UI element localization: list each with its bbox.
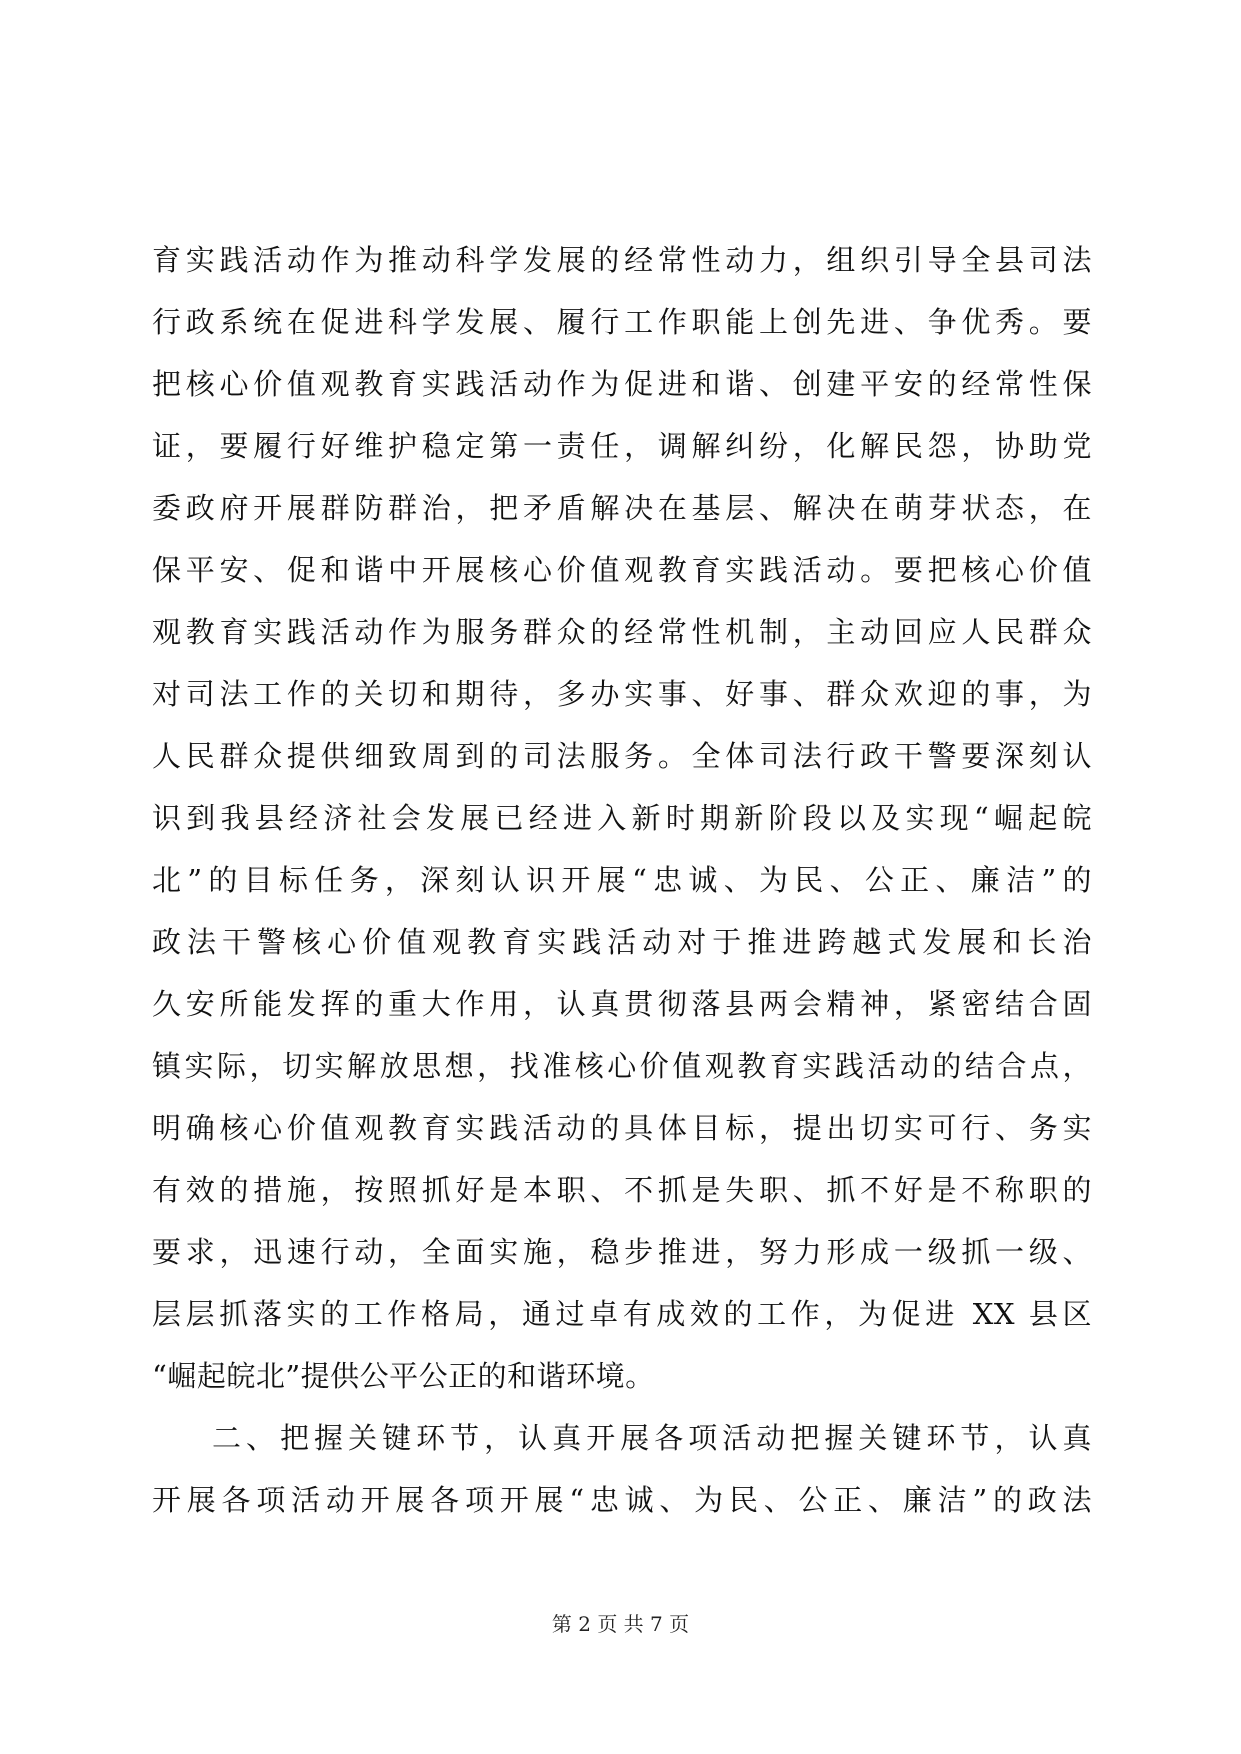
- section-heading-line: 二、把握关键环节，认真开展各项活动把握关键环节，认真: [212, 1421, 1092, 1455]
- text-line: 识到我县经济社会发展已经进入新时期新阶段以及实现“崛起皖: [152, 801, 1092, 835]
- text-line: 对司法工作的关切和期待，多办实事、好事、群众欢迎的事，为: [152, 677, 1092, 711]
- text-line: 委政府开展群防群治，把矛盾解决在基层、解决在萌芽状态，在: [152, 491, 1092, 525]
- text-line: 证，要履行好维护稳定第一责任，调解纠纷，化解民怨，协助党: [152, 429, 1092, 463]
- text-line: 行政系统在促进科学发展、履行工作职能上创先进、争优秀。要: [152, 305, 1092, 339]
- text-line: 北”的目标任务，深刻认识开展“忠诚、为民、公正、廉洁”的: [152, 863, 1092, 897]
- text-line: 久安所能发挥的重大作用，认真贯彻落县两会精神，紧密结合固: [152, 987, 1092, 1021]
- text-line: 镇实际，切实解放思想，找准核心价值观教育实践活动的结合点，: [152, 1049, 1092, 1083]
- text-line: 人民群众提供细致周到的司法服务。全体司法行政干警要深刻认: [152, 739, 1092, 773]
- text-line: 开展各项活动开展各项开展“忠诚、为民、公正、廉洁”的政法: [152, 1483, 1092, 1517]
- body-text: [152, 229, 1092, 1531]
- text-line: 有效的措施，按照抓好是本职、不抓是失职、抓不好是不称职的: [152, 1173, 1092, 1207]
- paragraph-end-line: “崛起皖北”提供公平公正的和谐环境。: [152, 1359, 655, 1393]
- page-number-footer: 第 2 页 共 7 页: [551, 1612, 690, 1636]
- text-line: 层层抓落实的工作格局，通过卓有成效的工作，为促进 XX 县区: [152, 1297, 1092, 1331]
- text-line: 要求，迅速行动，全面实施，稳步推进，努力形成一级抓一级、: [152, 1235, 1092, 1269]
- text-line: 把核心价值观教育实践活动作为促进和谐、创建平安的经常性保: [152, 367, 1092, 401]
- text-line: 保平安、促和谐中开展核心价值观教育实践活动。要把核心价值: [152, 553, 1092, 587]
- text-line: 育实践活动作为推动科学发展的经常性动力，组织引导全县司法: [152, 243, 1092, 277]
- text-line: 政法干警核心价值观教育实践活动对于推进跨越式发展和长治: [152, 925, 1092, 959]
- text-line: 观教育实践活动作为服务群众的经常性机制，主动回应人民群众: [152, 615, 1092, 649]
- text-line: 明确核心价值观教育实践活动的具体目标，提出切实可行、务实: [152, 1111, 1092, 1145]
